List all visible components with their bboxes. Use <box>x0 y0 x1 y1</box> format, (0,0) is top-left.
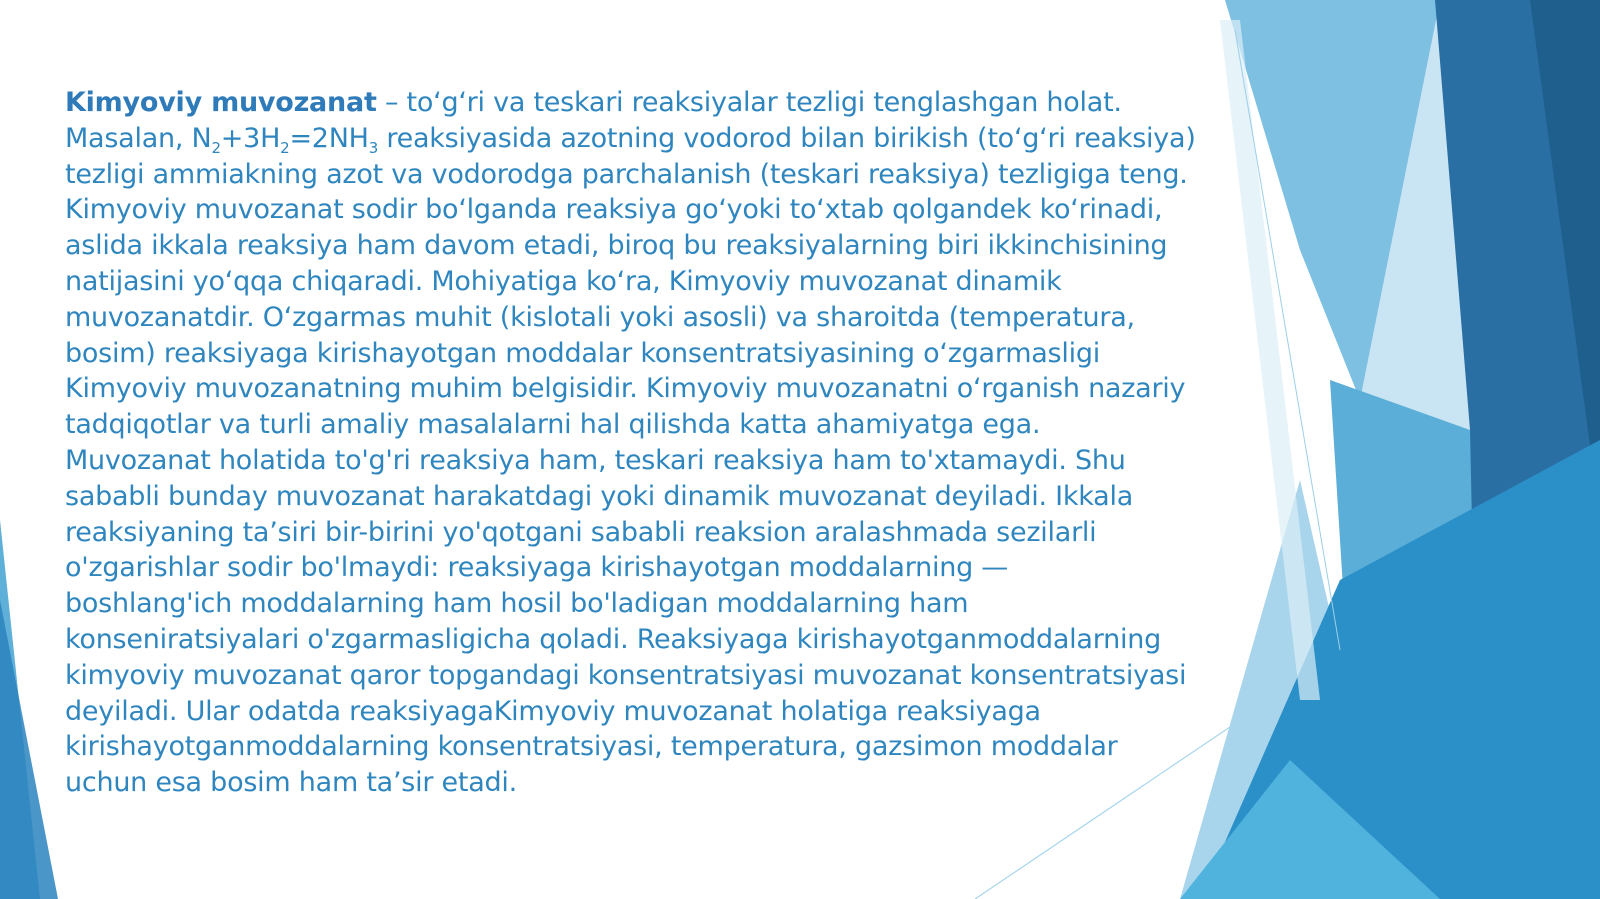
formula-suffix: reaksiyasida azotning vodorod bilan birikish (to‘g‘ri reaksiya) <box>378 122 1196 154</box>
text-line: muvozanatdir. O‘zgarmas muhit (kislotali yoki asosli) va sharoitda (temperatura, <box>65 301 1135 333</box>
intro-line <box>65 85 1265 121</box>
text-line: kimyoviy muvozanat qaror topgandagi konsentratsiyasi muvozanat konsentratsiyasi <box>65 659 1187 691</box>
formula-line <box>65 121 1265 157</box>
text-line: Kimyoviy muvozanatning muhim belgisidir. Kimyoviy muvozanatni o‘rganish nazariy <box>65 373 1186 405</box>
term-definition: – to‘g‘ri va teskari reaksiyalar tezligi tenglashgan holat. <box>376 87 1122 118</box>
text-line: konseniratsiyalari o'zgarmasligicha qoladi. Reaksiyaga kirishayotganmoddalarning <box>65 623 1161 655</box>
text-line: Muvozanat holatida to'g'ri reaksiya ham, teskari reaksiya ham to'xtamaydi. Shu <box>65 444 1126 476</box>
text-line: boshlang'ich moddalarning ham hosil bo'ladigan moddalarning ham <box>65 588 969 620</box>
text-line: deyiladi. Ular odatda reaksiyagaKimyoviy muvozanat holatiga reaksiyaga <box>65 695 1041 727</box>
formula-2nh: =2NH <box>289 122 369 154</box>
text-line: sababli bunday muvozanat harakatdagi yoki dinamik muvozanat deyiladi. Ikkala <box>65 480 1134 512</box>
text-line: kirishayotganmoddalarning konsentratsiyasi, temperatura, gazsimon moddalar <box>65 731 1118 763</box>
formula-n: N <box>191 122 212 154</box>
text-line: tadqiqotlar va turli amaliy masalalarni hal qilishda katta ahamiyatga ega. <box>65 409 1041 441</box>
formula-n-subscript: 2 <box>211 138 221 157</box>
text-line: o'zgarishlar sodir bo'lmaydi: reaksiyaga kirishayotgan moddalarning — <box>65 552 1009 584</box>
text-line: Kimyoviy muvozanat sodir bo‘lganda reaksiya go‘yoki to‘xtab qolgandek ko‘rinadi, <box>65 194 1163 226</box>
body-paragraph <box>65 85 1265 801</box>
text-line: aslida ikkala reaksiya ham davom etadi, biroq bu reaksiyalarning biri ikkinchisining <box>65 230 1168 262</box>
formula-h-subscript: 2 <box>280 138 290 157</box>
formula-3h: +3H <box>220 122 281 154</box>
text-line: tezligi ammiakning azot va vodorodga parchalanish (teskari reaksiya) tezligiga teng. <box>65 158 1188 190</box>
text-line: bosim) reaksiyaga kirishayotgan moddalar konsentratsiyasining o‘zgarmasligi <box>65 337 1101 369</box>
formula-nh-subscript: 3 <box>368 138 379 157</box>
term-bold: Kimyoviy muvozanat <box>65 87 377 118</box>
text-line: reaksiyaning ta’siri bir-birini yo'qotgani sababli reaksion aralashmada sezilarli <box>65 516 1097 548</box>
formula-prefix: Masalan, <box>65 122 192 154</box>
text-line: natijasini yo‘qqa chiqaradi. Mohiyatiga ko‘ra, Kimyoviy muvozanat dinamik <box>65 265 1062 297</box>
text-line: uchun esa bosim ham ta’sir etadi. <box>65 767 518 799</box>
